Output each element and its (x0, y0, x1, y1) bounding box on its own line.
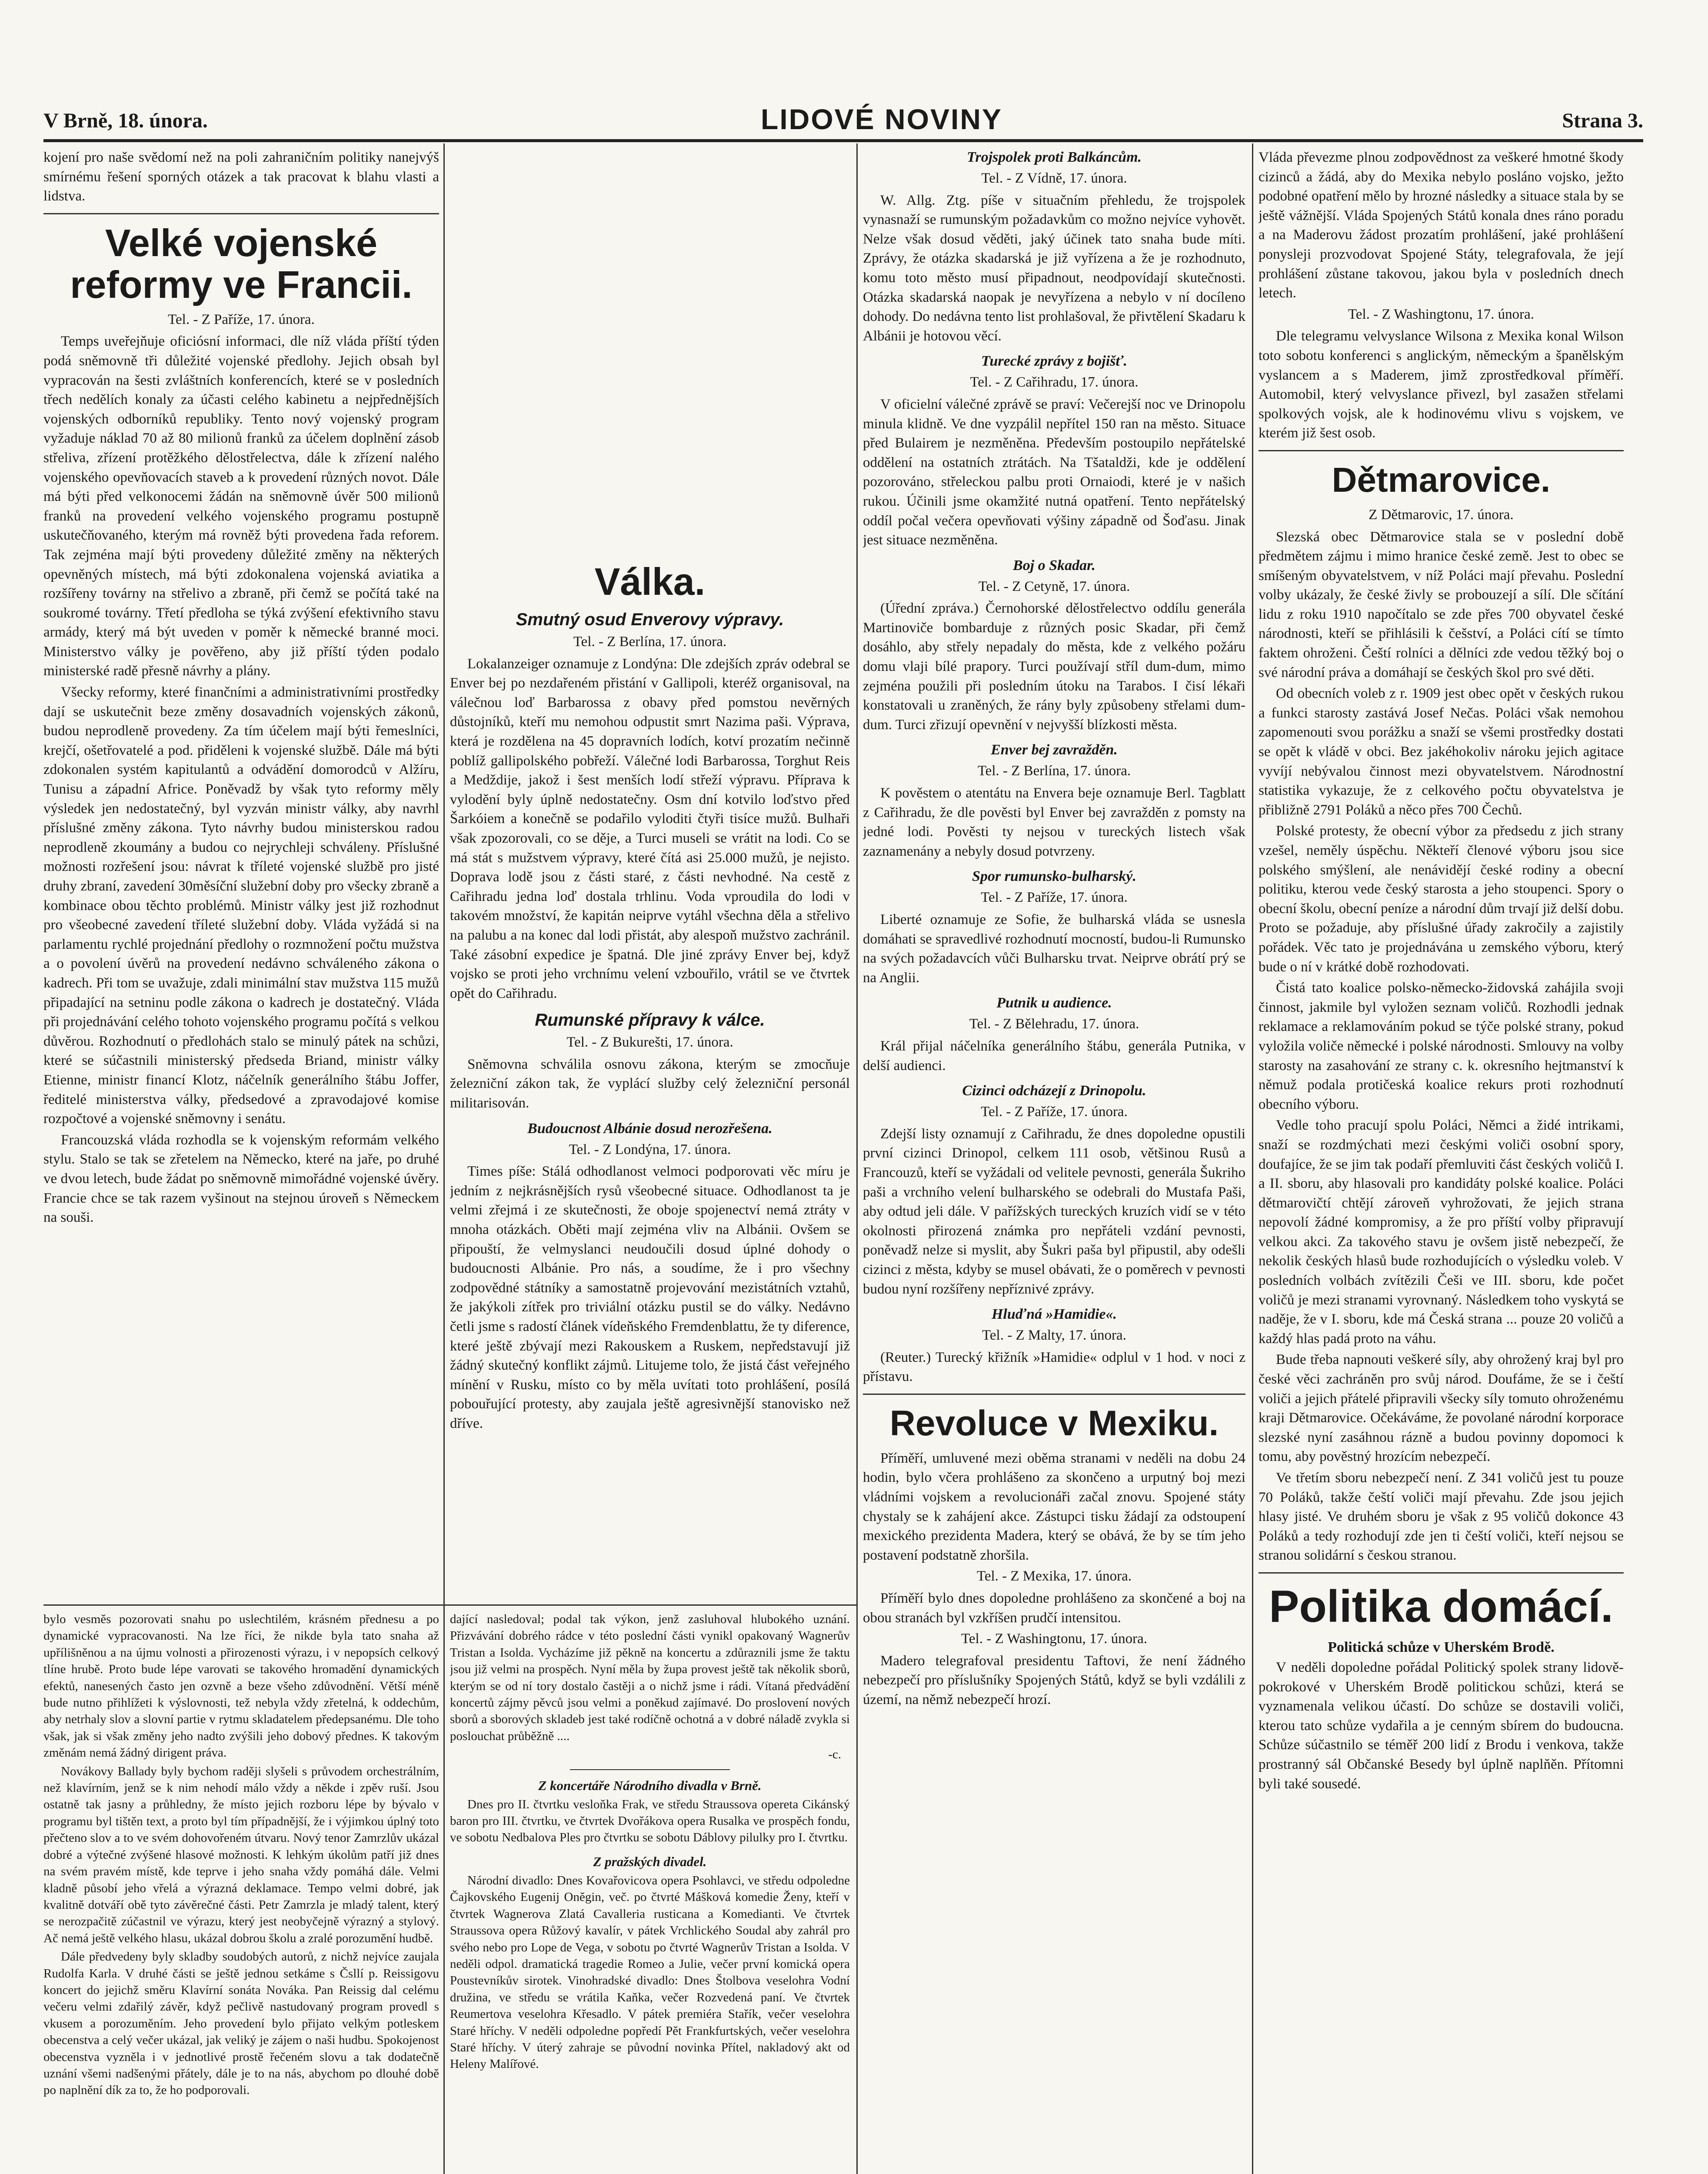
dateline: Tel. - Z Cetyně, 17. února. (978, 578, 1130, 594)
author-signature: -c. (828, 1747, 841, 1762)
article-text: W. Allg. Ztg. píše v situačním přehledu, že trojspolek vynasnaží se rumunským požadavkům co možno nejvíce vyhovět. Nelze však dosud věděti, jaký účinek tato snaha bude míti. Zprávy, že otázka skadarská je již vyřízena a že je rozhodnuto, komu toto město musí připadnout, neodpovídají skutečnosti. Otázka skadarská naopak je nevyřízena a nebylo v ní docíleno dohody. Do nedávna tento list prohlašoval, že přivtělení Skadaru k Albánii je hotovou věcí. (863, 192, 1245, 344)
column-divider (443, 143, 445, 2174)
article-text: Times píše: Stálá odhodlanost velmoci podporovati věc míru je jedním z nejkrásnějších rysů všeobecné situace. Odhodlanost ta je velmi zřejmá i ze skutečnosti, že oboje spojenectví nemá ztráty v mnoha otázkách. Oběti mají zejména vliv na Albánii. Ovšem se připouští, že velmyslanci neudoučili dosud úplné dohody o budoucnosti Albánie. Pro nás, a soudíme, že i pro všechny zodpovědné státníky a samostatně projevování mezistátních vztahů, že jakýkoli zítřek pro triviální otázku pustil se do války. Nedávno četli jsme s radostí článek vídeňského Fremdenblattu, že ty diference, které ještě zbývají mezi Rakouskem a Ruskem, nepředstavují již žádný skutečný konflikt zájmů. Litujeme tolo, že jistá část veřejného mínění v Rusku, místo co by měla uvítati toto prohlášení, posílá pobouřující protesty, aby zaujala ještě agresivnější stanovisko než dříve. (450, 1164, 850, 1431)
article-divider (43, 213, 439, 214)
article-text: Vedle toho pracují spolu Poláci, Němci a židé intrikami, snaží se rozdmýchati mezi českými voliči osobní spory, doufajíce, že se jim tak podaří přemluviti část českých voličů I. a II. sboru, aby hlasovali pro kandidáty polské koalice. Poláci dětmarovičtí chtějí zároveň vyhrožovati, že jejich strana nepovolí žádné kompromisy, a že pro příští volby připravují velkou akci. Za takového stavu je ovšem jistě nebezpečí, že nekolik českých hlasů bude rozhodujících o výsledku voleb. V posledních volbách zvítězili Češi ve III. sboru, kde počet voličů je mezi stranami vyrovnaný. Následkem toho vyskytá se naděje, že v I. sboru, kde má Česká strana ... pouze 20 voličů a každý hlas padá proto na váhu. (1259, 1117, 1624, 1347)
dateline: Tel. - Z Berlína, 17. února. (977, 763, 1131, 779)
article-text: Lokalanzeiger oznamuje z Londýna: Dle zdejších zpráv odebral se Enver bej po nezdařeném přistání v Gallipoli, kteréž organisoval, na válečnou loď Barbarossa z obavy před pomstou nevěrných důstojníků, kteří mu nemohou odpustit smrt Nazima paši. Výprava, která je rozdělena na 45 dopravních lodích, kotví prozatím nečinně poblíž gallipolského pobřeží. Válečné lodi Barbarossa, Torghut Reis a Medždije, jakož i šest menších lodí střeží výpravu. Příprava k vylodění byly úplně nedostatečny. Osm dní kotvilo loďstvo před Šarkóiem a konečně se podařilo vyloditi čtyři tisíce mužů. Bulhaři však zpozorovali, co se děje, a Turci museli se vrátit na lodi. Co se má stát s mužstvem výpravy, které čítá asi 25.000 mužů, je nejisto. Doprava lodě jsou z části staré, z části nevhodné. Na cestě z Cařihradu jedna loď dostala trhlinu. Voda vproudila do lodi v takovém množství, že kapitán neiprve vytáhl všechna děla a střelivo na palubu a na konec dal lodi přistát, aby alespoň mužstvo zachránil. Také zásobní expedice je špatná. Dle jiné zprávy Enver bej, když vojsko se proti jeho vrchnímu velení vzbouřilo, vrátil se ve čtvrtek opět do Cařihradu. (450, 656, 850, 1001)
article-military-reforms (43, 148, 439, 1602)
subheadline: Spor rumunsko-bulharský. (972, 868, 1136, 885)
article-text: Od obecních voleb z r. 1909 jest obec opět v českých rukou a funkci starosty zastává Josef Nečas. Poláci však nemohou zapomenouti svou porážku a snaží se všemi prostředky dostati se opět k vládě v obci. Bez jakéhokoliv nároku jejich agitace vyvíjí nebývalou činnost mezi obyvatelstvem. Národnostní statistika vykazuje, že z celkového počtu obyvatelstva je přibližně 2791 Poláků a něco přes 700 Čechů. (1259, 686, 1624, 818)
subheadline: Politická schůze v Uherském Brodě. (1328, 1639, 1555, 1655)
article-text: Dnes pro II. čtvrtku vesloňka Frak, ve středu Straussova opereta Cikánský baron pro III. čtvrtku, ve čtvrtek Dvořákova opera Rusalka ve prospěch fondu, ve sobotu Nedbalova Ples pro čtvrtku se sobotu Dáblovy pilulky pro I. čtvrtku. (450, 1797, 850, 1845)
article-text: Ve třetím sboru nebezpečí není. Z 341 voličů jest tu pouze 70 Poláků, takže čeští voliči mají převahu. Zde jsou jejich hlasy jisté. Ve druhém sboru je však z 95 voličů dokonce 43 Poláků a tedy rozhodují zde jen ti čeští voliči, kteří nejsou se stranou solidární s českou stranou. (1259, 1470, 1624, 1564)
subheadline: Z pražských divadel. (593, 1854, 707, 1869)
article-text: Král přijal náčelníka generálního štábu, generála Putnika, v delší audienci. (863, 1038, 1245, 1074)
dateline: Tel. - Z Malty, 17. února. (982, 1327, 1126, 1344)
article-divider (570, 1769, 730, 1770)
article-text: Dle telegramu velvyslance Wilsona z Mexika konal Wilson toto sobotu konferenci s anglickým, německým a španělským vyslancem a s Maderem, jimž zprostředkoval příměří. Automobil, který velvyslance přivezl, byl zasažen střelami spolkových vojsk, ale k hodinovému vlivu s vojskem, ve kterém již šest osob. (1259, 328, 1624, 441)
dateline: Z Dětmarovic, 17. února. (1368, 507, 1514, 523)
article-text: dající nasledoval; podal tak výkon, jenž zasluhoval hlubokého uznání. Přizvávání dobrého rádce v této poslední části vynikl opakovaný Wagnerův Tristan a Isolda. Vycházíme již pěkně na koncertu a zdůraznili jsme že taktu jsou již velmi na prospěch. Nyní měla by župa provest ještě tak několik sborů, kterým se od ní tory dostalo častěji a o nichž jsme i rádi. Vítaná předvádění koncertů zájmy pěvců jsou velmi a poněkud zajímavé. Do proslovení nových sborů a sborových skladeb jest také rodíčně ochotná a v dobré náladě zvykla si poslouchat průběžně .... (450, 1612, 850, 1743)
article-text: Všecky reformy, které finančními a administrativními prostředky dají se uskutečnit beze změny dosavadních vojenských zákonů, budou neprodleně provedeny. Za tím účelem mají býti řemeslníci, krejčí, ošetřovatelé a pod. přiděleni k vojenské službě. Dále má býti zdokonalen systém kapitulantů a odvádění domorodců v Alžíru, Tunisu a západní Africe. Poněvadž by však tyto reformy měly výsledek jen nedostatečný, byl vyzván ministr války, aby navrhl příslušné změny zákona. Tyto návrhy budou ministerskou radou neprodleně zkoumány a budou co nejrychleji schváleny. Příslušné možnosti rozřešení jsou: návrat k tříleté vojenské službě pro jisté druhy zbraní, zavedení 30měsíční služební doby pro všecky zbraně a kombinace obou těchto problémů. Ministr války jest již rozhodnut pro všeobecné zavedení tříleté služební doby. Vláda vyžádá si na parlamentu rychlé projednání předlohy o rozmnožení počtu mužstva a o povolení úvěrů na provedení nedávno schváleného zákona o kadrech. Při tom se uvažuje, zdali minimální stav mužstva 115 mužů připadající na setninu podle zákona o kadrech je dostatečný. Vláda při projednávání celého tohoto vojenského programu počítá s velkou důvěrou. Rozhodnutí o předlohách stalo se minulý pátek na schůzi, které se súčastnili ministerský předseda Briand, ministr války Etienne, ministr financí Klotz, náčelník generálního štábu Joffer, ředitelé ministerstva války, předsedové a zpravodajové komise rozpočtové a vojenské sněmovny i senátu. (43, 684, 439, 1127)
subheadline: Trojspolek proti Balkáncům. (966, 149, 1142, 165)
dateline: Tel. - Z Bělehradu, 17. února. (969, 1016, 1139, 1032)
article-text: Novákovy Ballady byly bychom raději slyšeli s průvodem orchestrálním, než klavírním, jenž se k nim nehodí málo vždy a někde i zpěv ruší. Jsou ostatně tak jasny a průhledny, že místo jejich rozboru lépe by bývalo v programu byl tištěn text, a proto byl tím případnější, že i výjimkou úplný toto přečteno slov a to ve svém dohovořeném útvaru. Nový tenor Zamrzlův ukázal dobré a výtečné zvýšené hlasové možnosti. K lehkým úkolům patří již dnes na svém pravém místě, kde teprve i jeho snaha vždy pomáhá dále. Velmi kladně působí jeho vřelá a výrazná deklamace. Tempo velmi dobré, jak kvalitně dotváří obě tyto závěrečné části. Petr Zamrzla je mladý talent, který se nerozpačitě zúčastnil ve výrazu, který jest neobyčejně výrazný a stylový. Ač nemá ještě velkého hlasu, ukázal dobrou školu a zralé porozumění hudbě. (43, 1764, 439, 1945)
war-section (450, 148, 850, 1602)
subheadline: Boj o Skadar. (1013, 557, 1095, 574)
article-divider (863, 1394, 1245, 1395)
subheadline: Z koncertáře Národního divadla v Brně. (538, 1777, 762, 1793)
dateline: Tel. - Z Paříže, 17. února. (168, 311, 315, 327)
header-date: V Brně, 18. února. (43, 109, 208, 132)
article-text: Příměří bylo dnes dopoledne prohlášeno za skončené a boj na obou stranách byl vzkříšen prudčí intensitou. (863, 1590, 1245, 1626)
article-text: Zdejší listy oznamují z Cařihradu, že dnes dopoledne opustili první cizinci Drinopol, celkem 111 osob, většinou Rusů a Francouzů, kteří se vyžádali od velitele pevnosti, generála Šukriho paši a vrchního velení bulharského se odebrali do Mustafa Paši, aby odtud jeli dále. V pařížských tureckých kruzích vidí se v této okolnosti přirozená známka pro nepřáteli vzdání pevnosti, poněvadž nelze si myslit, aby Šukri paša byl připustil, aby odešli cizinci z města, kdyby se musel obávati, že o poměrech v pevnosti budou nyní rozšířeny nepříznivé zprávy. (863, 1126, 1245, 1297)
article-text: K pověstem o atentátu na Envera beje oznamuje Berl. Tagblatt z Cařihradu, že dle pověsti byl Enver bej zavražděn z pomsty na jedné lodi. Pověsti ty nejsou v tureckých listech však zaznamenány a nebyly dosud potvrzeny. (863, 785, 1245, 859)
article-divider (1259, 1572, 1624, 1574)
section-title: Válka. (594, 560, 706, 603)
subheadline: Budoucnost Albánie dosud nerozřešena. (527, 1120, 772, 1137)
dateline: Tel. - Z Bukurešti, 17. února. (566, 1034, 733, 1050)
subheadline: Cizinci odcházejí z Drinopolu. (962, 1083, 1146, 1099)
article-text: Národní divadlo: Dnes Kovařovicova opera Psohlavci, ve středu odpoledne Čajkovského Eugenij Oněgin, več. po čtvrté Mášková komedie Ženy, kteří v čtvrtek Wagnerova Zlatá Cavalleria rusticana a Komedianti. Ve čtvrtek Straussova opera Růžový kavalír, v pátek Vrchlického Soudal aby zahrál pro svého nebo pro Lope de Vega, v sobotu po čtvrté Wagnerův Tristan a Isolda. V neděli odpol. dramatická tragedie Romeo a Julie, večer první komická opera Poustevníkův sirotek. Vinohradské divadlo: Dnes Štolbova veselohra Vodní družina, ve středu se vrátila Kaňka, večer Rozvedená paní. Ve čtvrtek Reumertova veselohra Křesadlo. V pátek premiéra Stařík, večer veselohra Staré hříchy. V neděli odpoledne popředí Pět Frankfurtských, večer veselohra Staré hříchy. V úterý zahraje se původní novinka Přítel, nakladový akt od Heleny Malířové. (450, 1873, 850, 2071)
article-text: Příměří, umluvené mezi oběma stranami v neděli na dobu 24 hodin, bylo včera prohlášeno za skončeno a urputný boj mezi vládními vojskem a revolucionáři začal znovu. Spojené státy chystaly se k zahájení akce. Zástupci tisku žádají za odstoupení mexického prezidenta Madera, který se obává, že by se tím jeho postavení podstatně zhoršila. (863, 1450, 1245, 1563)
theatre-section (450, 1611, 850, 2174)
headline: Politika domácí. (1269, 1581, 1613, 1632)
dateline: Tel. - Z Berlína, 17. února. (573, 634, 727, 650)
article-text: kojení pro naše svědomí než na poli zahraničním politiky nanejvýš smírnému řešení sporných otázek a tak pracovat k blahu vlasti a lidstva. (43, 150, 439, 204)
article-text: (Úřední zpráva.) Černohorské dělostřelectvo oddílu generála Martinoviče bombarduje z různých posic Skadar, při čemž dosáhlo, aby střely nepadaly do města, kde z velkého požáru domu vlaji bílé prapory. Turci používají stříl dum-dum, mimo zejména použili při posledním útoku na Tarabos. I čisí lékaři konstatovali u zraněných, že rány byly způsobeny střelami dum-dum. Turci zřizují opevnění v nejvyšší blízkosti města. (863, 600, 1245, 733)
subheadline: Rumunské přípravy k válce. (535, 1010, 765, 1030)
dateline: Tel. - Z Paříže, 17. února. (981, 890, 1128, 906)
article-text: Francouzská vláda rozhodla se k vojenským reformám velkého stylu. Stalo se tak se zřetelem na Německo, které na jaře, po druhé ve dvou letech, bude žádat po sněmovně mimořádné vojenské úvěry. Francie chce se tak razem vyšinout na stejnou úroveň s Německem na souši. (43, 1132, 439, 1226)
article-text: (Reuter.) Turecký křižník »Hamidie« odplul v 1 hod. v noci z přístavu. (863, 1349, 1245, 1385)
page-number: Strana 3. (1562, 109, 1643, 132)
article-text: Temps uveřejňuje oficiósní informaci, dle níž vláda příští týden podá sněmovně tři důležité vojenské předlohy. Jejich obsah byl vypracován na šesti zvláštních konferencích, které se v posledních třech nedělích konaly za účasti celého kabinetu a nejpřednějších vojenských odborníků republiky. Tento nový vojenský program vyžaduje náklad 70 až 80 milionů franků za účelem doplnění zásob střeliva, zřízení protěžkého dělostřelectva, dále k zřízení nalého vojenského opevňovacích staveb a k provedení různých novot. Dále má býti před velkonocemi žádán na sněmovně úvěr 500 milionů franků na provedení velkého vojenského programu postupně uskutečňovaného, kterým má rovněž býti provedena řada reforem. Tak zejména mají býti provedeny důležité změny na některých opevněných místech, má býti zdokonalena vojenská aviatika a rozšířeny továrny na střelivo a zbraně, při čemž se počítá také na soukromé továrny. Třetí předloha se týká zvýšení efektivního stavu armády, který má být uveden v poměr k německé branné moci. Ministerstvo války je pověřeno, aby již příští týden podalo ministerské radě přesně návrhy a plány. (43, 333, 439, 679)
article-text: Bude třeba napnouti veškeré síly, aby ohrožený kraj byl pro české věci zachráněn pro svůj národ. Doufáme, že se i čeští voliči a jejich přátelé připravili všecky síly tomuto ohroženému kraji Dětmarovice. Očekáváme, že povolané národní korporace slezské nyní zasáhnou rázně a budou povinny dopomoci k tomu, aby pověstný hrozícím nebezpečí. (1259, 1352, 1624, 1465)
column-divider (856, 143, 858, 2174)
subheadline: Hluďná »Hamidie«. (991, 1306, 1117, 1323)
dateline: Tel. - Z Washingtonu, 17. února. (1348, 306, 1534, 322)
subheadline: Turecké zprávy z bojišť. (981, 353, 1127, 370)
article-text: Polské protesty, že obecní výbor za předsedu z jich strany vzešel, neměly úspěchu. Někteří členové výboru jsou sice polského smýšlení, ale nenávidějí české rodiny a obecní politiku, kterou vede český starosta a jeho stoupenci. Spory o obecní školu, obecní peníze a národní dům trvají již delší dobu. Proto se požaduje, aby příslušné úřady zakročily a zajistily pořádek. Věc tato je projednávána u zemského výboru, který bude o ní v krátké době rozhodovati. (1259, 823, 1624, 975)
article-text: V neděli dopoledne pořádal Politický spolek strany lidově-pokrokové v Uherském Brodě politickou schůzi, která se vyznamenala velikou účastí. Do schůze se dostavili voliči, kterou tato schůze vydařila a je cenným sbírem do budoucna. Schůze súčastnilo se téměř 200 lidí z Brodu i venkova, takže prostranný sál Občanské Besedy byl úplně napln̆ěn. Přítomni byli také sousedé. (1259, 1659, 1624, 1792)
subheadline: Smutný osud Enverovy výpravy. (516, 610, 784, 629)
article-text: Sněmovna schválila osnovu zákona, kterým se zmocňuje železniční zákon tak, že vyplácí služby celý železniční personál militarisován. (450, 1056, 850, 1111)
article-text: Slezská obec Dětmarovice stala se v poslední době předmětem zájmu i mimo hranice české země. Jest to obec se smíšeným obyvatelstvem, v níž Poláci mají převahu. Poslední volby ukázaly, že české živly se probouzejí a sílí. Dle sčítání lidu z roku 1910 napočítalo se zde přes 700 obyvatel české národnosti, kteří se přihlásili k češství, a Poláci cítí se tímto faktem ohroženi. Čeští rolníci a dělníci zde vedou těžký boj o své národní práva a domáhají se českých škol pro své děti. (1259, 529, 1624, 680)
masthead: LIDOVÉ NOVINY (761, 103, 1003, 135)
dateline: Tel. - Z Mexika, 17. února. (976, 1568, 1132, 1584)
dateline: Tel. - Z Londýna, 17. února. (569, 1141, 731, 1157)
column-divider (1252, 143, 1253, 2174)
dateline: Tel. - Z Paříže, 17. února. (981, 1104, 1128, 1120)
music-review (43, 1611, 439, 2174)
article-text: bylo vesměs pozorovati snahu po uslechtilém, krásném přednesu a po dynamické vypracovanosti. Na lze říci, že nikde byla tato snaha až upřílišněnou a na újmu volnosti a přirozenosti výrazu, i v nepopsích celkový tlíne hrubě. Proto bude lépe varovati se takového hromadění dynamických efektů, nanesených často jen ozvně a beze všeho zdůvodnění. Větší méně bude nutno přihlížeti k výslovnosti, tež nebyla vždy zřetelná, k oddechům, aby netrhaly slov a slovní partie v rytmu skladatelem předepsanému. Dle toho však, jak si však změny jeho nadto zvýšili jeho dobový přednes. K takovým změnám nemá žádný dirigent práva. (43, 1612, 439, 1760)
section-divider (43, 1604, 856, 1606)
headline: Velké vojenské reformy ve Francii. (70, 221, 413, 306)
page-header (43, 100, 1643, 142)
news-column-right (1259, 148, 1624, 2174)
article-text: Liberté oznamuje ze Sofie, že bulharská vláda se usnesla domáhati se spravedlivé rozhodnutí mocností, budou-li Rumunsko na svých požadavcích vůči Bulharsku trvat. Neiprve obrátí prý se na Anglii. (863, 912, 1245, 986)
dateline: Tel. - Z Cařihradu, 17. února. (970, 374, 1139, 390)
subheadline: Enver bej zavražděn. (991, 742, 1118, 758)
news-column (863, 148, 1245, 2174)
article-text: V oficielní válečné zprávě se praví: Večerejší noc ve Drinopolu minula klidně. Ve dne vyzpálil nepřítel 150 ran na město. Situace před Bulairem je nezměněna. Především postoupilo nepřátelské oddělení na ostatních ztrátách. Na Tšataldži, kde je oddělení pozorováno, střeleckou palbu proti Ornaiodi, které je v našich rukou. Účinili jsme okamžité nutná opatření. Tento nepřátelský oddíl počal večera opevňovati výšiny západně od Šoďasu. Jinak jest situace nezměněna. (863, 396, 1245, 548)
dateline: Tel. - Z Vídně, 17. února. (981, 170, 1127, 186)
headline: Dětmarovice. (1332, 460, 1551, 499)
headline: Revoluce v Mexiku. (889, 1403, 1219, 1443)
subheadline: Putnik u audience. (996, 995, 1112, 1011)
article-text: Madero telegrafoval presidentu Taftovi, že není žádného nebezpečí pro příslušníky Spojených Států, když se byli vzdálili z území, na němž nebezpečí hrozí. (863, 1653, 1245, 1707)
article-divider (1259, 450, 1624, 451)
article-text: Čistá tato koalice polsko-německo-židovská zahájila svoji činnost, jakmile byl vyložen seznam voličů. Rozhodli jednak reklamace a reklamováním pokud se týče polské strany, pokud vyložila voliče německé i polské národnosti. Smlouvy na volby starosty na zasahování ze strany c. k. okresního hejtmanství k němuž podala protičeská koalice rekurs proti rozhodnutí obecního výboru. (1259, 980, 1624, 1112)
article-text: Dále předvedeny byly skladby soudobých autorů, z nichž nejvíce zaujala Rudolfa Karla. V druhé části se ještě jednou setkáme s Čsllí p. Reissigovu koncert do jejichž směru Klavírní sonáta Nováka. Pan Reissig dal celému večeru velmi zdařilý závěr, když pečlivě nastudovaný program provedl s vkusem a porozuměním. Jeho provedení bylo přijato velkým potleskem obecenstva a celý večer ukázal, jak veliký je zájem o naši hudbu. Spokojenost obecenstva vyzněla i v jednotlivé prostě řečeném slovu a tak dodatečně uznání všemi nadšenými přátely, dále je to na nás, abychom po dlouhé době po naplnění dík za to, že ho podporovali. (43, 1950, 439, 2097)
article-text: Vláda převezme plnou zodpovědnost za veškeré hmotné škody cizinců a žádá, aby do Mexika nebylo posláno vojsko, ježto podobné opatření mělo by hrozné následky a situace stala by se ještě vážnější. Vláda Spojených Států konala dnes ráno poradu a na Maderovu žádost prozatím prohlášení, jaké prohlášení ponysleji prozvodovat Spojené Státy, telegrafovala, že její prohlášení zůstane takovou, jakou byla v posledních dnech letech. (1259, 150, 1624, 301)
dateline: Tel. - Z Washingtonu, 17. února. (961, 1631, 1147, 1647)
